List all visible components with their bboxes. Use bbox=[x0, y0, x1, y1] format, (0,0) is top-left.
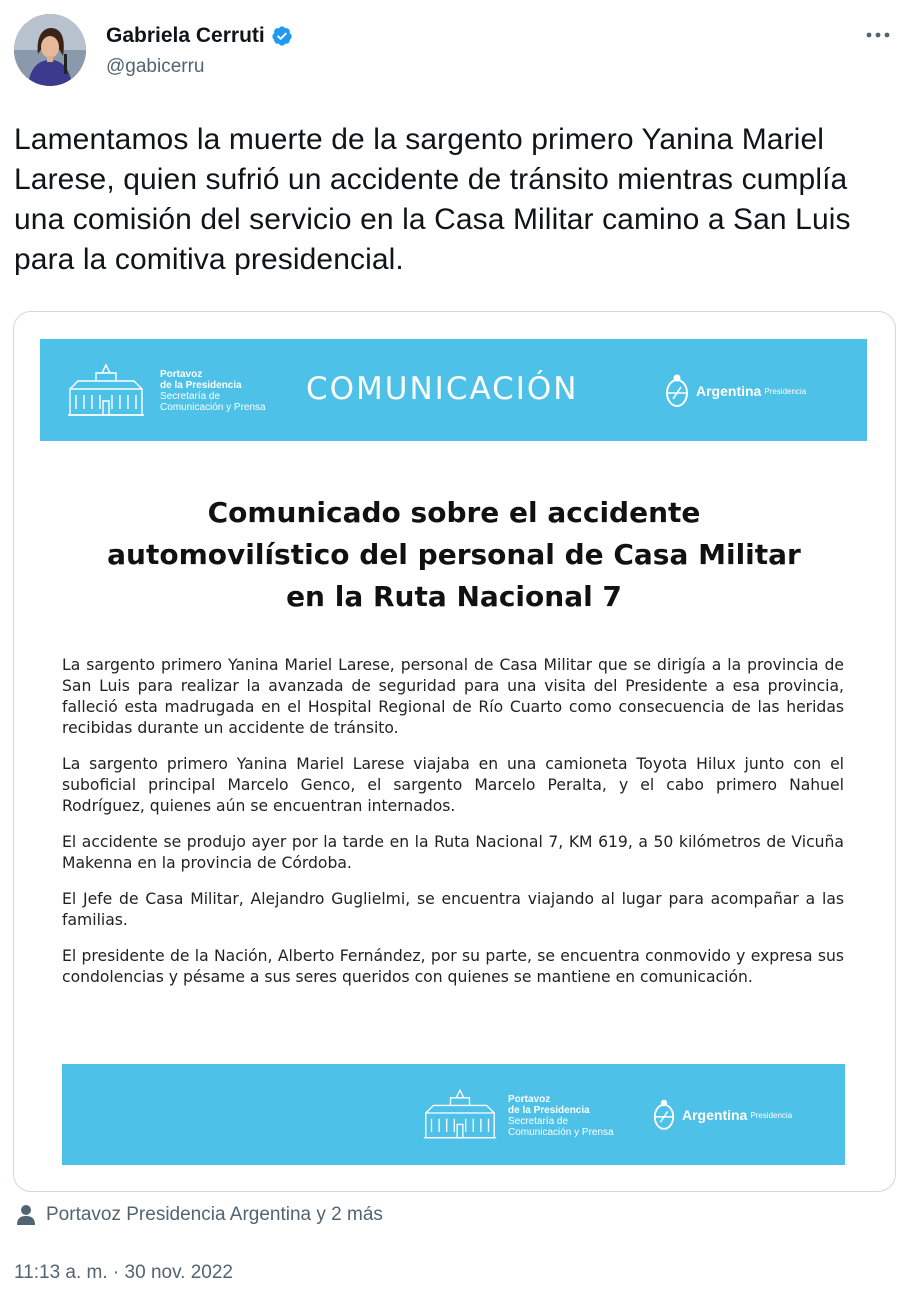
presidencia-label: Presidencia bbox=[764, 386, 807, 396]
argentina-label: Argentina bbox=[696, 383, 762, 399]
verified-badge-icon bbox=[271, 25, 293, 47]
argentina-logo-bottom bbox=[652, 1098, 792, 1132]
avatar[interactable] bbox=[14, 14, 86, 86]
author-handle[interactable]: @gabicerru bbox=[106, 56, 205, 77]
portavoz-line4: Comunicación y Prensa bbox=[160, 402, 266, 413]
portavoz-line1: Portavoz bbox=[160, 369, 203, 380]
author-name-row bbox=[106, 24, 293, 48]
tweet-text: Lamentamos la muerte de la sargento primero Yanina Mariel Larese, quien sufrió un accidente de tránsito mientras cumplía una comisión del servicio en la Casa Militar camino a San Luis para la comitiva presidencial. bbox=[14, 123, 851, 276]
presidencia-label: Presidencia bbox=[750, 1110, 793, 1120]
document-paragraph: El accidente se produjo ayer por la tarde en la Ruta Nacional 7, KM 619, a 50 kilómetros de Vicuña Makenna en la provincia de Córdoba. bbox=[62, 833, 844, 872]
portavoz-line1: Portavoz bbox=[508, 1094, 551, 1105]
avatar-photo-icon bbox=[14, 14, 86, 86]
portavoz-label bbox=[160, 369, 266, 413]
portavoz-label-bottom bbox=[508, 1094, 614, 1138]
top-banner bbox=[40, 339, 867, 441]
casa-rosada-icon bbox=[66, 359, 146, 419]
tweet-image-card[interactable] bbox=[13, 311, 896, 1192]
argentina-logo bbox=[664, 373, 806, 409]
banner-title: COMUNICACIÓN bbox=[306, 371, 579, 407]
document-title-line2: automovilístico del personal de Casa Militar bbox=[107, 538, 801, 571]
tagged-accounts-link[interactable] bbox=[16, 1204, 383, 1226]
more-options-button[interactable] bbox=[860, 20, 896, 50]
tweet-timestamp[interactable]: 11:13 a. m. · 30 nov. 2022 bbox=[14, 1262, 233, 1283]
document-paragraph: El presidente de la Nación, Alberto Fernández, por su parte, se encuentra conmovido y expresa sus condolencias y pésame a sus seres queridos con quienes se mantiene en comunicación. bbox=[62, 947, 844, 986]
tweet-header bbox=[14, 14, 896, 94]
argentina-label: Argentina bbox=[682, 1107, 748, 1123]
document-title bbox=[74, 492, 834, 618]
portavoz-line2: de la Presidencia bbox=[160, 380, 242, 391]
coat-of-arms-icon bbox=[664, 373, 690, 409]
document-title-line1: Comunicado sobre el accidente bbox=[207, 496, 701, 529]
bottom-banner bbox=[62, 1064, 845, 1165]
document-title-line3: en la Ruta Nacional 7 bbox=[286, 580, 622, 613]
document-paragraph: La sargento primero Yanina Mariel Larese viajaba en una camioneta Toyota Hilux junto con el suboficial principal Marcelo Genco, el sargento Marcelo Peralta, y el cabo primero Nahuel Rodríguez, quienes aún se encuentran internados. bbox=[62, 755, 844, 815]
document-body bbox=[62, 655, 844, 1003]
author-name[interactable]: Gabriela Cerruti bbox=[106, 24, 265, 47]
portavoz-line3: Secretaría de bbox=[508, 1116, 569, 1127]
casa-rosada-icon bbox=[422, 1084, 498, 1142]
tagged-accounts-text: Portavoz Presidencia Argentina y 2 más bbox=[46, 1204, 383, 1225]
document-paragraph: El Jefe de Casa Militar, Alejandro Guglielmi, se encuentra viajando al lugar para acompañar a las familias. bbox=[62, 890, 844, 929]
portavoz-line2: de la Presidencia bbox=[508, 1105, 590, 1116]
document-paragraph: La sargento primero Yanina Mariel Larese, personal de Casa Militar que se dirigía a la provincia de San Luis para realizar la avanzada de seguridad para una visita del Presidente a esa provincia, falleció esta madrugada en el Hospital Regional de Río Cuarto como consecuencia de las heridas recibidas durante un accidente de tránsito. bbox=[62, 656, 844, 737]
portavoz-line4: Comunicación y Prensa bbox=[508, 1127, 614, 1138]
coat-of-arms-icon bbox=[652, 1098, 676, 1132]
more-horizontal-icon bbox=[865, 31, 891, 39]
person-icon bbox=[16, 1204, 36, 1226]
portavoz-line3: Secretaría de bbox=[160, 391, 221, 402]
